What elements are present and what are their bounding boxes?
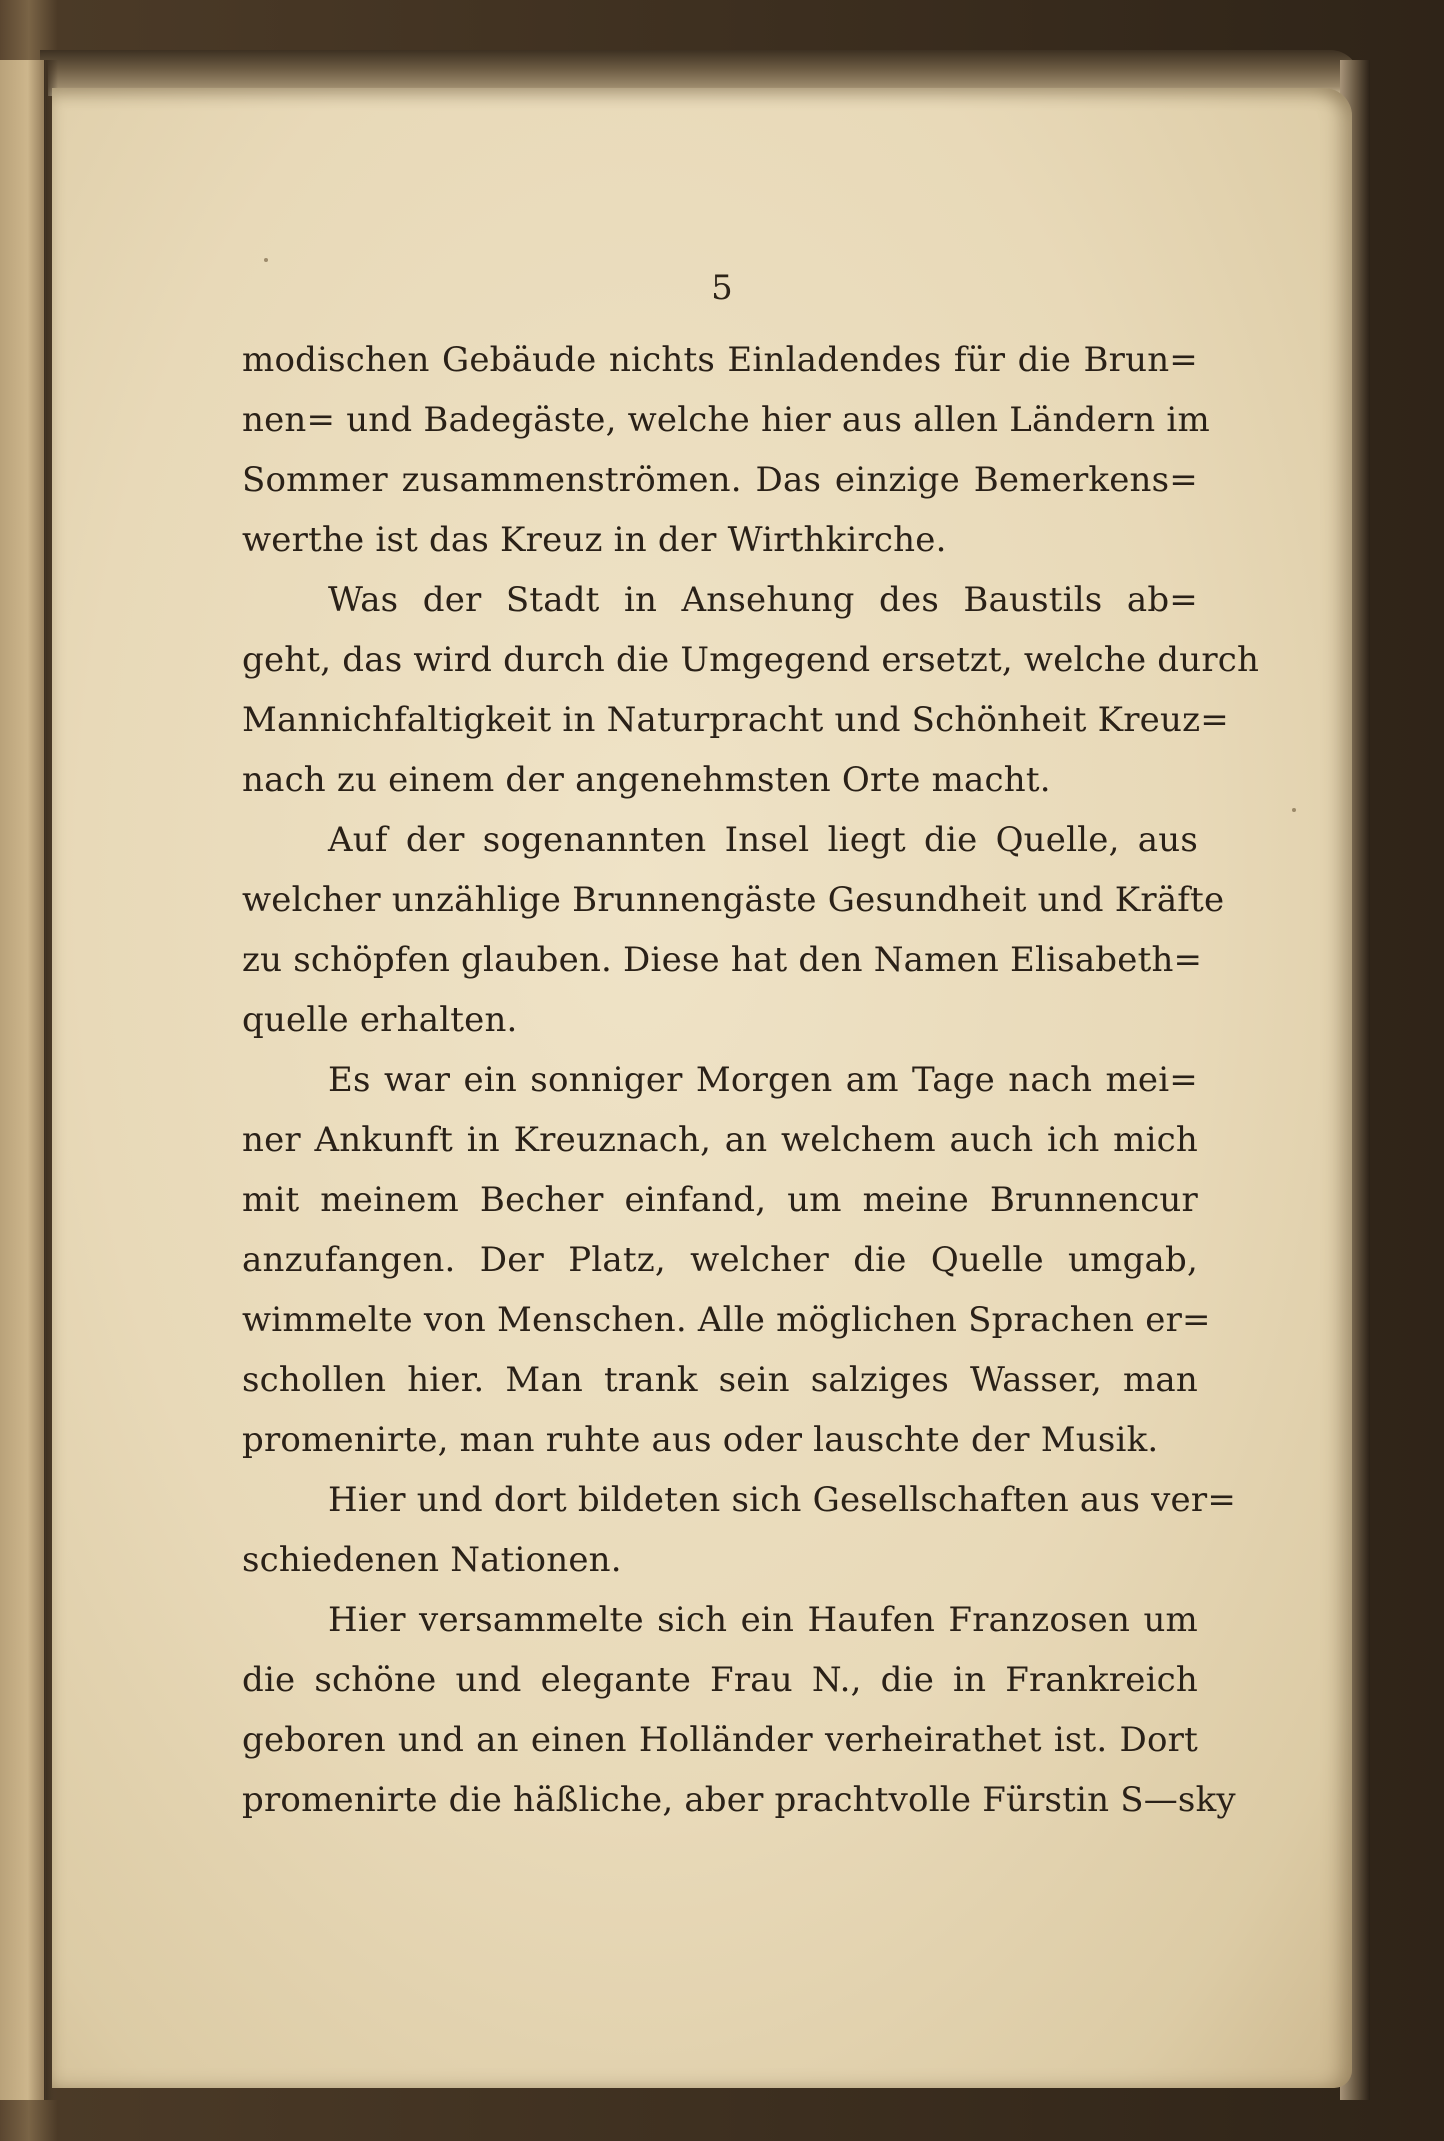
text-line: welcher unzählige Brunnengäste Gesundheit und Kräfte [242,880,1225,920]
text-line: schollen hier. Man trank sein salziges Wasser, man [242,1360,1198,1400]
text-line: anzufangen. Der Platz, welcher die Quelle umgab, [242,1240,1198,1280]
paper-speck [264,258,268,262]
text-line: Mannichfaltigkeit in Naturpracht und Schönheit Kreuz= [242,700,1229,740]
paragraph [242,1590,1236,1830]
paragraph [242,810,1225,1050]
text-line: quelle erhalten. [242,1000,518,1040]
text-line: geboren und an einen Holländer verheirathet ist. Dort [242,1720,1198,1760]
text-line: promenirte die häßliche, aber prachtvolle Fürstin S—sky [242,1780,1236,1820]
text-line: werthe ist das Kreuz in der Wirthkirche. [242,520,947,560]
paragraph [242,1050,1211,1470]
left-page-edge [0,60,48,2100]
text-line: mit meinem Becher einfand, um meine Brunnencur [242,1180,1198,1220]
text-line: Sommer zusammenströmen. Das einzige Bemerkens= [242,460,1198,500]
text-line: nen= und Badegäste, welche hier aus allen Ländern im [242,400,1210,440]
text-line: nach zu einem der angenehmsten Orte macht. [242,760,1051,800]
body-text [242,330,1260,1830]
text-line: zu schöpfen glauben. Diese hat den Namen Elisabeth= [242,940,1203,980]
text-line: modischen Gebäude nichts Einladendes für die Brun= [242,340,1198,380]
paragraph [242,570,1260,810]
text-line: die schöne und elegante Frau N., die in Frankreich [242,1660,1198,1700]
text-line: geht, das wird durch die Umgegend ersetzt, welche durch [242,640,1260,680]
paper-speck [1292,808,1296,812]
text-line: Was der Stadt in Ansehung des Baustils ab= [328,580,1198,620]
text-line: promenirte, man ruhte aus oder lauschte der Musik. [242,1420,1159,1460]
text-line: Hier und dort bildeten sich Gesellschaften aus ver= [328,1480,1237,1520]
text-line: Auf der sogenannten Insel liegt die Quelle, aus [328,820,1198,860]
text-line: wimmelte von Menschen. Alle möglichen Sprachen er= [242,1300,1211,1340]
paragraph [242,1470,1237,1590]
paragraph [242,330,1210,570]
text-line: ner Ankunft in Kreuznach, an welchem auch ich mich [242,1120,1198,1160]
page-number: 5 [711,268,733,308]
text-line: Hier versammelte sich ein Haufen Franzosen um [328,1600,1198,1640]
text-line: schiedenen Nationen. [242,1540,622,1580]
text-line: Es war ein sonniger Morgen am Tage nach mei= [328,1060,1198,1100]
